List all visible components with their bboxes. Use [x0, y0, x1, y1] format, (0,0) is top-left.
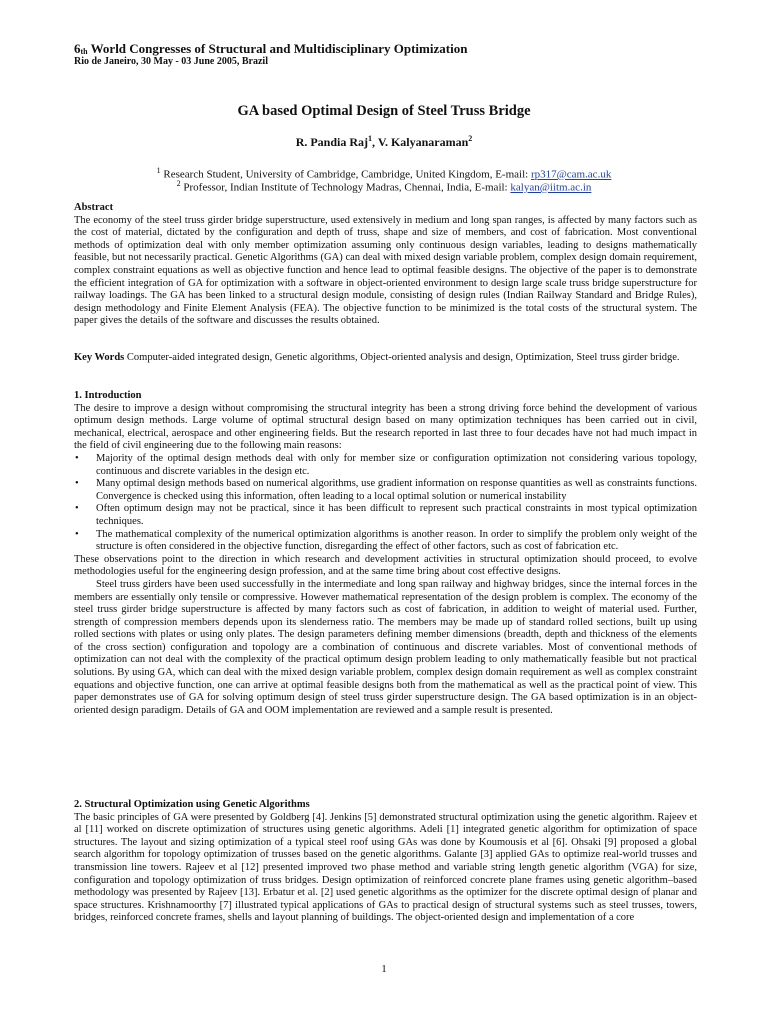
- paragraph: The desire to improve a design without compromising the structural integrity has been a strong driving force behind the development of various optimum design methods. Large volume of optimal structural design based on many optimization techniques has been carried out in civil, mechanical, electrical, aerospace and other engineering fields. But the research reported in last three to four decades have not had much impact in the field of civil engineering due to the following main reasons:: [74, 402, 697, 452]
- affiliation-2: $^2$ Professor, Indian Institute of Technology Madras, Chennai, India, E-mail: kalyan@iitm.ac.in: [176, 179, 592, 194]
- author-list: R. Pandia Raj$^1$, V. Kalyanaraman$^2$: [295, 134, 473, 149]
- abstract-section: [74, 202, 697, 328]
- abstract-heading: Abstract: [74, 202, 114, 213]
- section-2: [74, 799, 697, 925]
- bullet-icon: •: [75, 503, 79, 515]
- bullet-list: [74, 453, 697, 554]
- bullet-item: • The mathematical complexity of the numerical optimization algorithms is another reason. In order to simplify the problem only weight of the structure is often considered in the objective function, disregarding the effect of other factors, such as cost of fabrication etc.: [75, 528, 697, 553]
- conference-title: $6_{th}$ World Congresses of Structural and Multidisciplinary Optimization: [74, 41, 468, 56]
- affiliation-1: $^1$ Research Student, University of Cambridge, Cambridge, United Kingdom, E-mail: rp317@cam.ac.uk: [156, 166, 612, 181]
- bullet-icon: •: [75, 478, 79, 490]
- page-number: 1: [381, 963, 387, 975]
- paragraph: These observations point to the direction in which research and development activities in structural optimization should proceed, to evolve methodologies useful for the engineering design profession, and at the same time bring about cost effective designs.: [74, 553, 697, 578]
- introduction-section: [74, 390, 697, 717]
- bullet-item: • Many optimal design methods based on numerical algorithms, use gradient information on response quantities as well as constraints functions. Convergence is checked using this information, often leading to a local optimal solution or numerical instability: [75, 478, 697, 502]
- paragraph: The basic principles of GA were presented by Goldberg [4]. Jenkins [5] demonstrated structural optimization using the genetic algorithm. Rajeev et al [11] worked on discrete optimization of structures using genetic algorithms. Adeli [1] integrated genetic algorithm for optimization of space structures. The layout and sizing optimization of a typical steel roof using GAs was done by Koumousis et al [6]. Ohsaki [9] proposed a global search algorithm for topology optimization of trusses based on the genetic algorithms. Galante [3] applied GAs to optimize real-world trusses and transmission line towers. Rajeev et al [12] presented improved two phase method and variable string length genetic algorithm (VGA) for size, configuration and topology optimization of truss bridges. Design optimization of reinforced concrete plane frames using genetic algorithm–based methodology was presented by Rajeev [13]. Erbatur et al. [2] used genetic algorithms as the optimizer for the discrete optimal design of planar and space structures. Krishnamoorthy [7] illustrated typical applications of GAs to practical design of structural systems such as steel trusses, towers, bridges, reinforced concrete frames, shells and layout planning of buildings. The object-oriented design and implementation of a core: [74, 811, 697, 924]
- conference-location: Rio de Janeiro, 30 May - 03 June 2005, Brazil: [74, 56, 268, 67]
- bullet-icon: •: [75, 528, 79, 540]
- email-link[interactable]: rp317@cam.ac.uk: [530, 168, 612, 181]
- section-heading: 2. Structural Optimization using Genetic Algorithms: [74, 799, 310, 810]
- keywords-section: [74, 352, 697, 365]
- bullet-icon: •: [75, 452, 79, 464]
- keywords-label: Key Words: [74, 352, 125, 363]
- email-link[interactable]: kalyan@iitm.ac.in: [510, 181, 592, 194]
- bullet-item: • Often optimum design may not be practical, since it has been difficult to represent such practical constraints in most typical optimization techniques.: [75, 503, 697, 527]
- abstract-text: The economy of the steel truss girder bridge superstructure, used extensively in medium and long span ranges, is affected by many factors such as the cost of material, dictated by the configuration and depth of truss, shape and size of members, and cost of fabrication. Most conventional methods of optimization deal with only member optimization assuming only continuous design variables, leading to designs mathematically feasible, but not necessarily practical. Genetic Algorithms (GA) can deal with mixed design variable problem, complex design domain requirement, complex constraint equations as well as objective function and hence lead to optimal feasible designs. The objective of the paper is to demonstrate the efficient integration of GA for optimization with a software in object-oriented environment to design large scale truss bridge superstructure for railway loadings. The GA has been linked to a structural design module, consisting of design rules (Indian Railway Standard and Bridge Rules), design methodology and Finite Element Analysis (FEA). The objective function to be minimized is the total costs of the structural system. The paper gives the details of the software and discusses the results obtained.: [74, 214, 697, 327]
- bullet-item: • Majority of the optimal design methods deal with only for member size or configuration optimization not considering various topology, continuous and discrete variables in the design etc.: [75, 452, 697, 477]
- paragraph: Steel truss girders have been used successfully in the intermediate and long span railway and highway bridges, since the internal forces in the members are essentially only tensile or compressive. However mathematical representation of the design problem is complex. The economy of the steel truss girder bridge superstructure is affected by many factors such as cost of fabrication, in addition to weight of material used. Further, strength of compression members depends upon its slenderness ratio. The members may be made up of standard rolled sections, built up using rolled sections with plates or using only plates. The design parameters defining member dimensions (breadth, depth and thickness of the elements of the cross section) configuration and topology are a combination of continuous and discrete variables. Most of conventional methods of optimization can not deal with the complexity of the practical optimum design problem leading to only mathematically feasible but not practical solutions. By using GA, which can deal with the mixed design variable problem, complex design domain requirement as well as complex constraint equations and objective function, one can arrive at optimal feasible designs both from the mathematical as well as the practical point of view. This paper demonstrates use of GA for solving optimum design of steel truss girder superstructure design. The GA based optimization is in an object-oriented design paradigm. Details of GA and OOM implementation are reviewed and a sample result is presented.: [74, 578, 697, 716]
- paper-title: GA based Optimal Design of Steel Truss Bridge: [237, 103, 531, 119]
- section-heading: 1. Introduction: [74, 390, 142, 401]
- keywords-text: Computer-aided integrated design, Genetic algorithms, Object-oriented analysis and design, Optimization, Steel truss girder bridge.: [124, 352, 680, 363]
